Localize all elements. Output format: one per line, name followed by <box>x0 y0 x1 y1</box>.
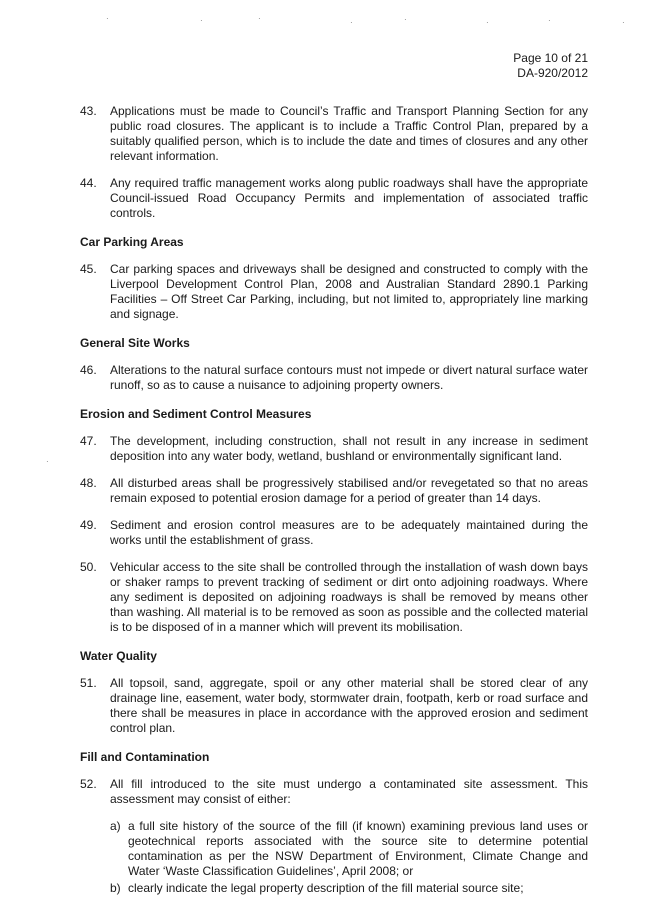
condition-item <box>80 476 588 506</box>
condition-item <box>80 676 588 736</box>
scan-speck: · <box>350 18 353 27</box>
condition-number: 45. <box>80 262 97 276</box>
sub-condition-letter: b) <box>110 881 121 895</box>
condition-item <box>80 777 588 807</box>
section-heading: Car Parking Areas <box>80 235 184 249</box>
section-heading: Fill and Contamination <box>80 750 210 764</box>
condition-number: 48. <box>80 476 97 490</box>
condition-text: Applications must be made to Council’s Traffic and Transport Planning Section for any public road closures. The applicant is to include a Traffic Control Plan, prepared by a suitably qualified person, which is to include the date and times of closures and any other relevant information. <box>110 104 588 163</box>
sub-condition-text: a full site history of the source of the fill (if known) examining previous land uses or geotechnical reports associated with the source site to determine potential contamination as per the NSW Department of Environment, Climate Change and Water ‘Waste Classification Guidelines’, April 2008; or <box>128 819 588 878</box>
page-header <box>513 51 588 81</box>
sub-condition-text: clearly indicate the legal property description of the fill material source site; <box>128 881 524 895</box>
scan-speck: · <box>404 15 407 24</box>
condition-number: 52. <box>80 777 97 791</box>
condition-text: Car parking spaces and driveways shall be designed and constructed to comply with the Liverpool Development Control Plan, 2008 and Australian Standard 2890.1 Parking Facilities – Off Street Car Parking, including, but not limited to, appropriately line marking and signage. <box>110 262 588 321</box>
condition-number: 44. <box>80 176 97 190</box>
scan-speck: · <box>548 16 551 25</box>
scan-speck: · <box>258 14 261 23</box>
condition-text: All disturbed areas shall be progressively stabilised and/or revegetated so that no areas remain exposed to potential erosion damage for a period of greater than 14 days. <box>110 476 588 505</box>
condition-text: Any required traffic management works along public roadways shall have the appropriate Council-issued Road Occupancy Permits and implementation of associated traffic controls. <box>110 176 588 220</box>
scan-speck: · <box>46 457 49 466</box>
condition-text: Sediment and erosion control measures are to be adequately maintained during the works until the establishment of grass. <box>110 518 588 547</box>
page-number: Page 10 of 21 <box>513 51 588 65</box>
condition-number: 49. <box>80 518 97 532</box>
scan-speck: · <box>106 14 109 23</box>
scan-speck: · <box>622 18 625 27</box>
sub-condition-letter: a) <box>110 819 121 833</box>
condition-text: All topsoil, sand, aggregate, spoil or any other material shall be stored clear of any drainage line, easement, water body, stormwater drain, footpath, kerb or road surface and there shall be measures in place in accordance with the approved erosion and sediment control plan. <box>110 676 588 735</box>
sub-condition-item <box>80 881 588 896</box>
condition-text: The development, including construction, shall not result in any increase in sediment deposition into any water body, wetland, bushland or environmentally significant land. <box>110 434 588 463</box>
condition-number: 51. <box>80 676 97 690</box>
condition-item <box>80 363 588 393</box>
condition-item <box>80 518 588 548</box>
condition-item <box>80 176 588 221</box>
scan-speck: · <box>200 16 203 25</box>
condition-number: 47. <box>80 434 97 448</box>
section-heading: Erosion and Sediment Control Measures <box>80 407 312 421</box>
condition-item <box>80 434 588 464</box>
condition-text: Alterations to the natural surface contours must not impede or divert natural surface water runoff, so as to cause a nuisance to adjoining property owners. <box>110 363 588 392</box>
condition-item <box>80 262 588 322</box>
document-body <box>80 104 588 896</box>
condition-number: 46. <box>80 363 97 377</box>
condition-text: Vehicular access to the site shall be controlled through the installation of wash down bays or shaker ramps to prevent tracking of sediment or dirt onto adjoining roadways. Where any sediment is deposited on adjoining roadways is shall be removed by means other than washing. All material is to be removed as soon as possible and the collected material is to be disposed of in a manner which will prevent its mobilisation. <box>110 560 588 634</box>
section-heading: Water Quality <box>80 649 157 663</box>
condition-number: 43. <box>80 104 97 118</box>
condition-item <box>80 104 588 164</box>
sub-condition-item <box>80 819 588 879</box>
condition-text: All fill introduced to the site must undergo a contaminated site assessment. This assessment may consist of either: <box>110 777 588 806</box>
sub-condition-list <box>80 819 588 896</box>
section-heading: General Site Works <box>80 336 190 350</box>
condition-item <box>80 560 588 635</box>
scan-speck: · <box>486 18 489 27</box>
condition-number: 50. <box>80 560 97 574</box>
document-reference: DA-920/2012 <box>517 66 588 80</box>
